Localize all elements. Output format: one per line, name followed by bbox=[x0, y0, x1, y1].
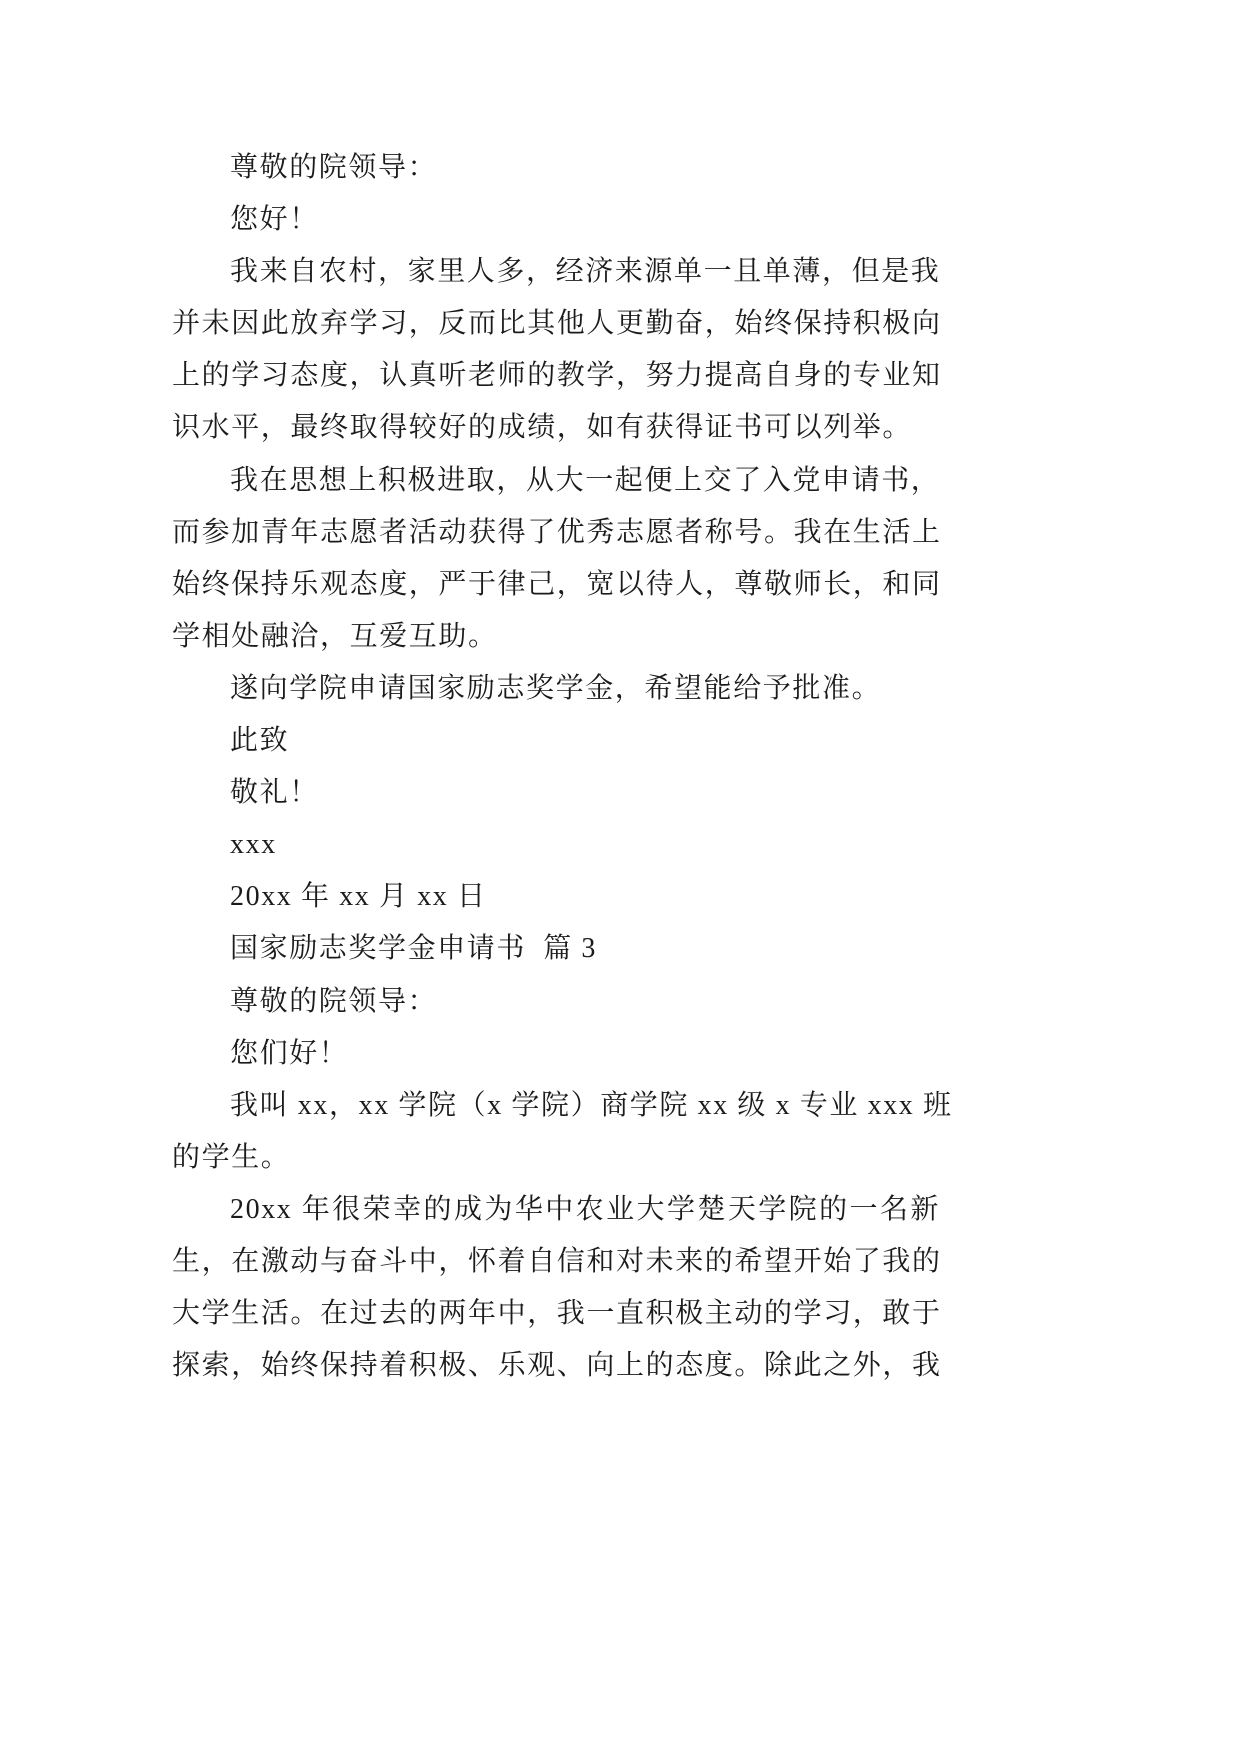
paragraph-line: 始终保持乐观态度，严于律己，宽以待人，尊敬师长，和同 bbox=[172, 568, 942, 600]
paragraph-line: 我来自农村，家里人多，经济来源单一且单薄，但是我 bbox=[230, 256, 941, 288]
salutation: 尊敬的院领导： bbox=[230, 152, 438, 183]
signature: xxx bbox=[230, 829, 277, 861]
paragraph-line: 识水平，最终取得较好的成绩，如有获得证书可以列举。 bbox=[172, 412, 913, 444]
paragraph-line: 上的学习态度，认真听老师的教学，努力提高自身的专业知 bbox=[172, 360, 942, 392]
greeting: 您们好！ bbox=[230, 1037, 349, 1069]
paragraph-line: 而参加青年志愿者活动获得了优秀志愿者称号。我在生活上 bbox=[172, 516, 942, 548]
paragraph-line: 的学生。 bbox=[172, 1141, 291, 1173]
paragraph-line: 大学生活。在过去的两年中，我一直积极主动的学习，敢于 bbox=[172, 1298, 942, 1330]
paragraph-line: 并未因此放弃学习，反而比其他人更勤奋，始终保持积极向 bbox=[172, 308, 942, 340]
paragraph-line: 学相处融洽，互爱互助。 bbox=[172, 620, 498, 652]
section-heading: 国家励志奖学金申请书 篇 3 bbox=[230, 933, 598, 965]
paragraph-line: 生，在激动与奋斗中，怀着自信和对未来的希望开始了我的 bbox=[172, 1245, 942, 1277]
closing: 此致 bbox=[230, 725, 290, 757]
greeting: 您好！ bbox=[230, 204, 319, 236]
date: 20xx 年 xx 月 xx 日 bbox=[230, 881, 487, 913]
paragraph-line: 遂向学院申请国家励志奖学金，希望能给予批准。 bbox=[230, 672, 882, 704]
paragraph-line: 我在思想上积极进取，从大一起便上交了入党申请书， bbox=[230, 464, 941, 496]
regards: 敬礼！ bbox=[230, 777, 319, 809]
salutation: 尊敬的院领导： bbox=[230, 985, 438, 1017]
document-body bbox=[172, 142, 953, 1392]
paragraph-line: 20xx 年很荣幸的成为华中农业大学楚天学院的一名新 bbox=[230, 1193, 940, 1225]
paragraph-line: 探索，始终保持着积极、乐观、向上的态度。除此之外，我 bbox=[172, 1350, 942, 1382]
paragraph-line: 我叫 xx，xx 学院（x 学院）商学院 xx 级 x 专业 xxx 班 bbox=[230, 1089, 953, 1121]
